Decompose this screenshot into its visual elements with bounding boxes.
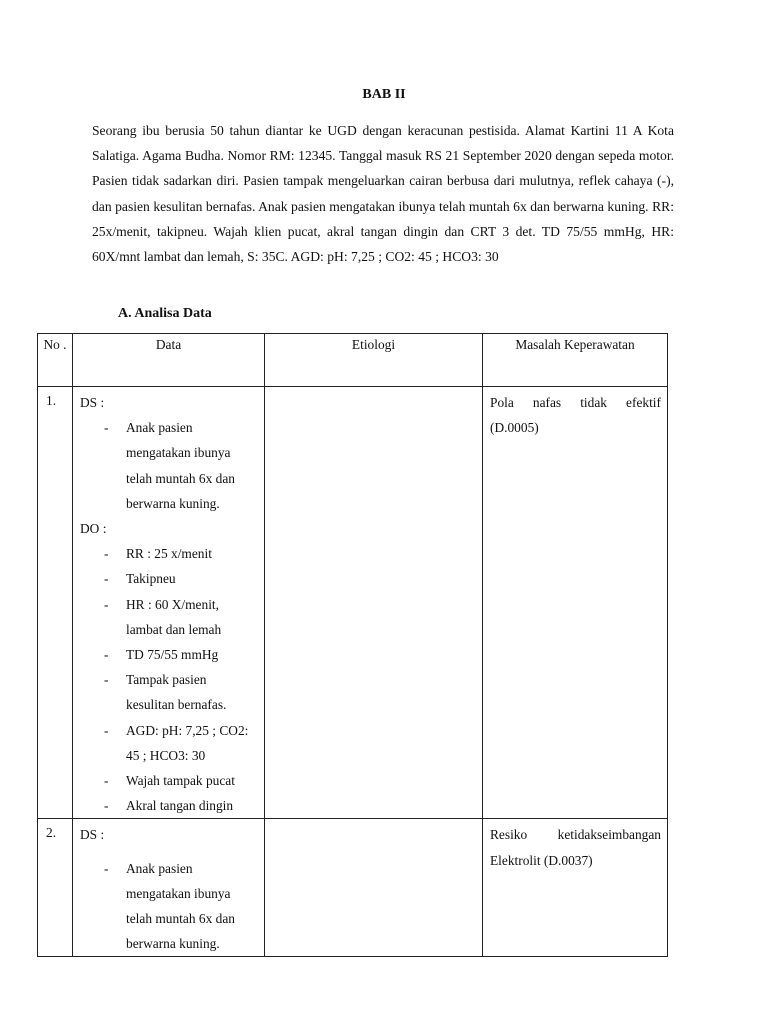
list-item-text: Wajah tampak pucat (126, 773, 235, 789)
do-list (80, 541, 258, 818)
list-item-text: Anak pasien mengatakan ibunya telah muntah 6x dan berwarna kuning. (126, 420, 235, 511)
list-item (80, 541, 258, 566)
analysis-table (37, 333, 668, 957)
bullet-dash: - (104, 798, 109, 814)
section-title: A. Analisa Data (118, 306, 212, 321)
table-header-row (38, 334, 668, 387)
bullet-dash: - (104, 773, 109, 789)
list-item (80, 768, 258, 793)
row-number: 2. (38, 819, 73, 957)
list-item-text: AGD: pH: 7,25 ; CO2: 45 ; HCO3: 30 (126, 722, 249, 763)
header-etiologi: Etiologi (265, 334, 483, 387)
bullet-dash: - (104, 672, 109, 688)
ds-label: DS : (80, 395, 105, 410)
header-no: No . (38, 334, 73, 387)
ds-list (80, 856, 258, 957)
spacer (80, 848, 258, 856)
list-item (80, 667, 258, 717)
chapter-title: BAB II (362, 87, 406, 102)
list-item-text: Takipneu (126, 571, 176, 587)
table-row (38, 387, 668, 819)
etiologi-cell (265, 819, 483, 957)
header-masalah: Masalah Keperawatan (483, 334, 668, 387)
row-number: 1. (38, 387, 73, 819)
list-item-text: TD 75/55 mmHg (126, 647, 219, 663)
etiologi-cell (265, 387, 483, 819)
data-cell (73, 387, 265, 819)
bullet-dash: - (104, 571, 109, 587)
bullet-dash: - (104, 546, 109, 562)
list-item (80, 856, 258, 957)
bullet-dash: - (104, 647, 109, 663)
table-row (38, 819, 668, 957)
bullet-dash: - (104, 420, 109, 436)
header-data: Data (73, 334, 265, 387)
list-item-text: Tampak pasien kesulitan bernafas. (126, 672, 227, 713)
data-cell (73, 819, 265, 957)
list-item (80, 415, 258, 516)
list-item (80, 642, 258, 667)
list-item-text: Akral tangan dingin (126, 798, 234, 814)
bullet-dash: - (104, 722, 109, 738)
list-item (80, 566, 258, 591)
list-item (80, 793, 258, 818)
masalah-cell: Resiko ketidakseimbangan Elektrolit (D.0037) (483, 819, 668, 957)
list-item-text: Anak pasien mengatakan ibunya telah muntah 6x dan berwarna kuning. (126, 860, 235, 952)
ds-label: DS : (80, 827, 105, 843)
bullet-dash: - (104, 596, 109, 612)
list-item (80, 592, 258, 642)
masalah-cell: Pola nafas tidak efektif (D.0005) (483, 387, 668, 819)
list-item-text: HR : 60 X/menit, lambat dan lemah (126, 596, 222, 637)
list-item-text: RR : 25 x/menit (126, 546, 212, 562)
do-label: DO : (80, 521, 107, 537)
case-paragraph: Seorang ibu berusia 50 tahun diantar ke UGD dengan keracunan pestisida. Alamat Kartini 11 A Kota Salatiga. Agama Budha. Nomor RM: 12345. Tanggal masuk RS 21 September 2020 dengan sepeda motor. Pasien tidak sadarkan diri. Pasien tampak mengeluarkan cairan berbusa dari mulutnya, reflek cahaya (-), dan pasien kesulitan bernafas. Anak pasien mengatakan ibunya telah muntah 6x dan berwarna kuning. RR: 25x/menit, takipneu. Wajah klien pucat, akral tangan dingin dan CRT 3 det. TD 75/55 mmHg, HR: 60X/mnt lambat dan lemah, S: 35C. AGD: pH: 7,25 ; CO2: 45 ; HCO3: 30 (92, 123, 674, 265)
ds-list (80, 415, 258, 516)
bullet-dash: - (104, 860, 109, 876)
list-item (80, 718, 258, 768)
